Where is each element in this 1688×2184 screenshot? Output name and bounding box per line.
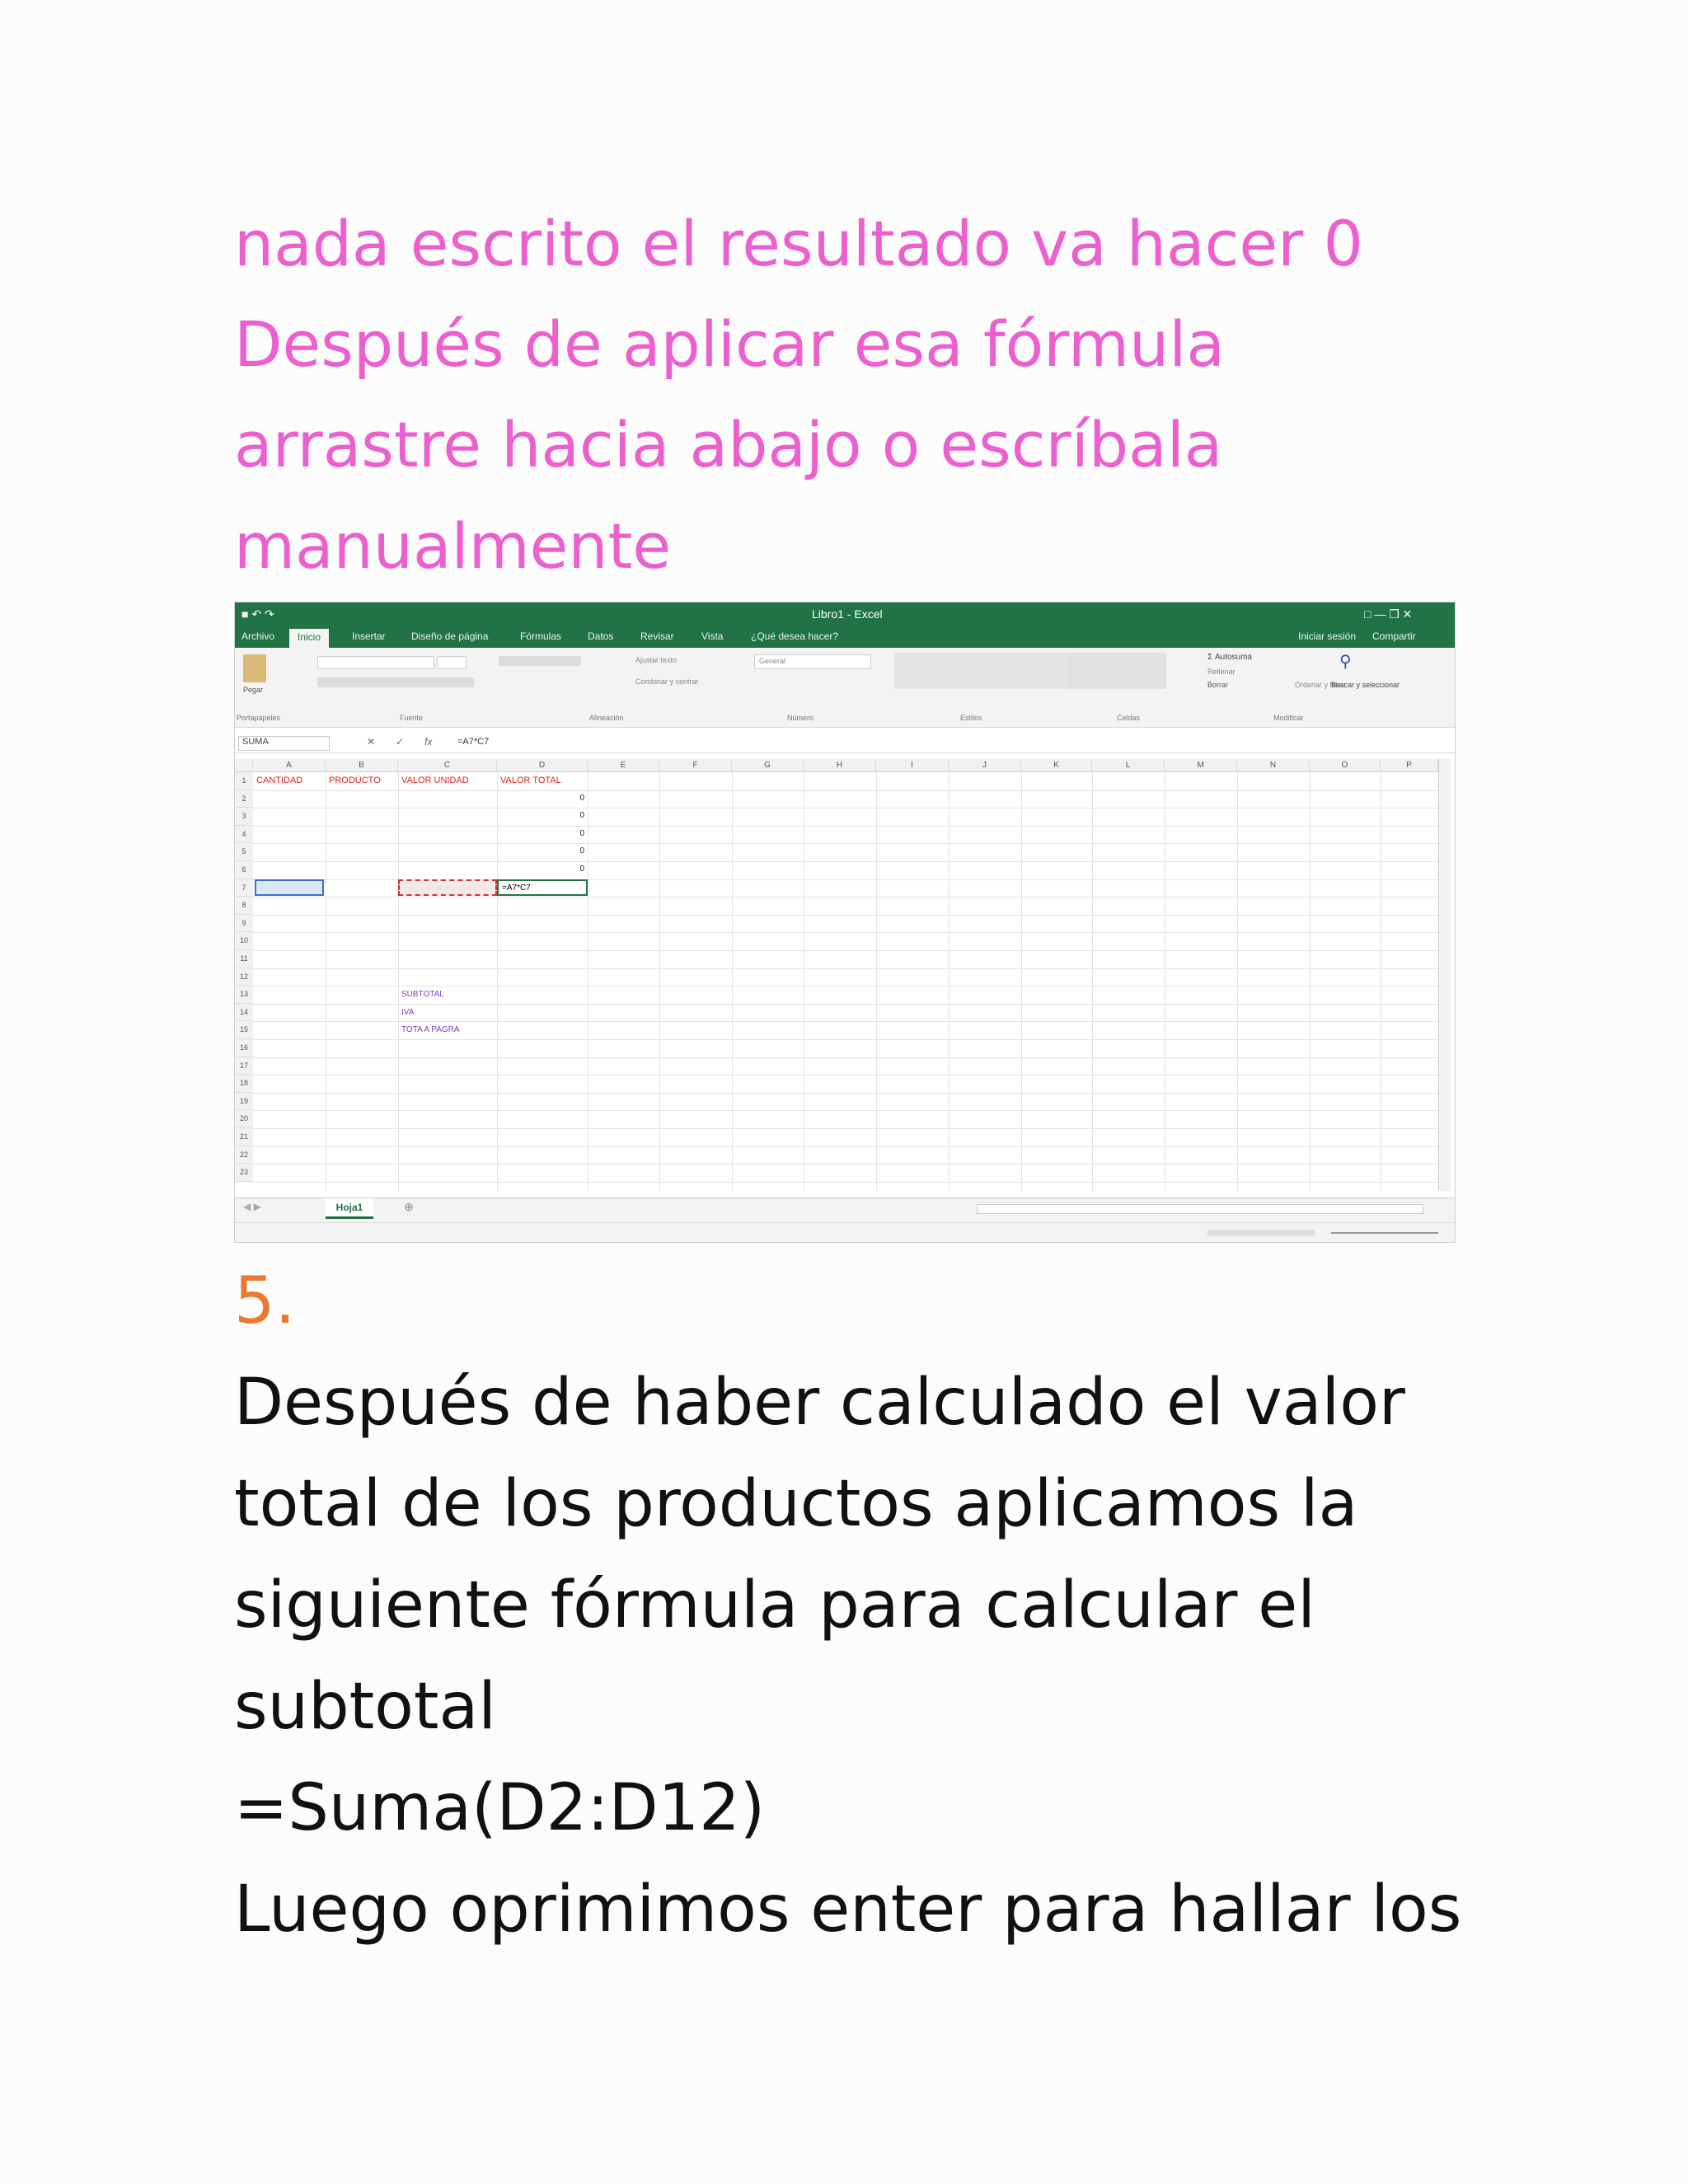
grid-line [253, 1182, 1438, 1183]
column-header[interactable]: H [804, 759, 876, 772]
row-header[interactable]: 8 [235, 897, 253, 915]
body-line-6: Luego oprimimos enter para hallar los [234, 1872, 1462, 1947]
tab-formulas[interactable]: Fórmulas [520, 630, 562, 642]
group-portapapeles: Portapapeles [237, 714, 281, 722]
row-header[interactable]: 16 [235, 1039, 253, 1057]
label-iva: IVA [401, 1007, 415, 1017]
column-header[interactable]: B [326, 759, 398, 772]
group-modificar: Modificar [1273, 714, 1304, 722]
total-cell: 0 [579, 846, 584, 856]
body-line-1: Después de haber calculado el valor [234, 1366, 1405, 1440]
status-bar [235, 1222, 1455, 1243]
row-header[interactable]: 5 [235, 843, 253, 861]
selected-cell-a7[interactable] [255, 879, 324, 896]
grid-line [253, 1075, 1438, 1076]
grid-line [253, 1164, 1438, 1165]
paste-button[interactable]: Pegar [243, 686, 264, 694]
column-header[interactable]: E [588, 759, 659, 772]
intro-line-2: Después de aplicar esa fórmula [234, 307, 1225, 381]
row-header[interactable]: 15 [235, 1021, 253, 1039]
grid-line [253, 1039, 1438, 1040]
tell-me-search[interactable]: ¿Qué desea hacer? [751, 630, 839, 642]
merge-center-button[interactable]: Combinar y centrar [635, 677, 699, 686]
intro-line-1: nada escrito el resultado va hacer 0 [234, 207, 1363, 280]
ribbon-tabs [235, 629, 1455, 649]
row-header[interactable]: 22 [235, 1146, 253, 1165]
intro-line-4: manualmente [234, 509, 672, 583]
grid-line [253, 1021, 1438, 1022]
grid-line [253, 1057, 1438, 1058]
vertical-scrollbar[interactable] [1438, 759, 1451, 1191]
row-header[interactable]: 9 [235, 915, 253, 933]
grid-line [253, 826, 1438, 827]
grid-line [253, 932, 1438, 933]
window-controls-icon: □ — ❐ ✕ [1364, 607, 1413, 621]
group-numero: Número [787, 714, 814, 722]
grid-line [253, 1093, 1438, 1094]
header-valor-unidad: VALOR UNIDAD [401, 776, 469, 785]
row-header[interactable]: 19 [235, 1093, 253, 1111]
row-header[interactable]: 17 [235, 1057, 253, 1076]
total-cell: 0 [579, 828, 584, 838]
formula-bar [235, 734, 1455, 753]
window-title: Libro1 - Excel [812, 607, 883, 621]
fill-button[interactable]: Rellenar [1207, 668, 1236, 676]
total-cell: 0 [579, 865, 584, 874]
grid-line [253, 986, 1438, 987]
group-estilos: Estilos [960, 714, 982, 722]
column-header[interactable]: O [1310, 759, 1381, 772]
add-sheet-icon[interactable]: ⊕ [404, 1200, 414, 1213]
grid-line [253, 1128, 1438, 1129]
tab-insertar[interactable]: Insertar [352, 630, 386, 642]
tab-datos[interactable]: Datos [588, 630, 614, 642]
label-total-pagar: TOTA A PAGRA [401, 1025, 460, 1035]
sort-filter-button[interactable]: Ordenar y filtrar [1295, 681, 1347, 689]
label-subtotal: SUBTOTAL [401, 990, 444, 1000]
grid-line [253, 1110, 1438, 1111]
group-celdas: Celdas [1117, 714, 1141, 722]
column-header[interactable]: J [949, 759, 1021, 772]
font-format-icons[interactable] [317, 677, 474, 687]
sheet-nav-icon[interactable]: ◀ ▶ [243, 1201, 261, 1212]
row-header[interactable]: 11 [235, 950, 253, 968]
sign-in-link[interactable]: Iniciar sesión [1298, 630, 1357, 642]
column-header[interactable]: I [876, 759, 949, 772]
row-header[interactable]: 14 [235, 1004, 253, 1022]
sheet-tab-hoja1[interactable]: Hoja1 [326, 1198, 373, 1219]
column-header[interactable]: L [1092, 759, 1165, 772]
share-button[interactable]: Compartir [1372, 630, 1416, 642]
row-header[interactable]: 2 [235, 790, 253, 808]
group-alineacion: Alineación [589, 714, 624, 722]
column-header[interactable]: D [497, 759, 588, 772]
row-header[interactable]: 20 [235, 1110, 253, 1128]
name-box[interactable]: SUMA [238, 736, 330, 751]
tab-inicio[interactable]: Inicio [289, 629, 329, 649]
zoom-slider[interactable] [1331, 1232, 1438, 1234]
font-name-field[interactable] [317, 656, 434, 669]
grid-line [253, 790, 1438, 791]
body-line-3: siguiente fórmula para calcular el [234, 1568, 1315, 1643]
column-header[interactable]: G [732, 759, 804, 772]
row-header[interactable]: 13 [235, 986, 253, 1004]
body-line-4: subtotal [234, 1670, 496, 1744]
row-header[interactable]: 4 [235, 826, 253, 844]
cells-icons[interactable] [1067, 653, 1166, 689]
header-cantidad: CANTIDAD [256, 776, 303, 785]
grid-line [253, 1146, 1438, 1147]
row-header[interactable]: 6 [235, 861, 253, 879]
sheet-tab-bar [235, 1197, 1455, 1223]
ribbon [235, 648, 1455, 728]
row-header[interactable]: 1 [235, 772, 253, 790]
formula-line: =Suma(D2:D12) [234, 1771, 766, 1845]
column-header[interactable]: M [1165, 759, 1237, 772]
row-header[interactable]: 7 [235, 879, 253, 898]
find-icon[interactable]: ⚲ [1339, 653, 1352, 671]
body-line-2: total de los productos aplicamos la [234, 1467, 1358, 1541]
align-icons[interactable] [499, 656, 581, 666]
tab-archivo[interactable]: Archivo [241, 630, 275, 642]
row-header[interactable]: 10 [235, 932, 253, 950]
fx-icon[interactable]: fx [424, 736, 433, 748]
total-cell: 0 [579, 811, 584, 821]
font-size-field[interactable] [437, 656, 467, 669]
grid-line [253, 861, 1438, 862]
tab-vista[interactable]: Vista [701, 630, 724, 642]
column-header[interactable]: C [398, 759, 497, 772]
grid-line [253, 950, 1438, 951]
horizontal-scrollbar[interactable] [977, 1204, 1423, 1214]
grid-line [253, 915, 1438, 916]
header-valor-total: VALOR TOTAL [500, 776, 561, 785]
wrap-text-button[interactable]: Ajustar texto [635, 656, 678, 664]
worksheet-grid[interactable] [235, 759, 1438, 1191]
select-all-corner[interactable] [235, 759, 253, 772]
active-cell-d7[interactable]: =A7*C7 [497, 879, 588, 896]
group-fuente: Fuente [400, 714, 424, 722]
number-format-value: General [759, 657, 786, 665]
column-header[interactable]: F [659, 759, 732, 772]
grid-line [253, 1004, 1438, 1005]
column-header[interactable]: P [1381, 759, 1438, 772]
tab-revisar[interactable]: Revisar [640, 630, 674, 642]
step-number: 5. [234, 1264, 296, 1338]
view-buttons[interactable] [1207, 1230, 1315, 1236]
row-header[interactable]: 23 [235, 1164, 253, 1182]
column-header[interactable]: K [1021, 759, 1092, 772]
excel-screenshot [234, 602, 1456, 1243]
referenced-cell-c7[interactable] [398, 879, 497, 896]
find-select-button[interactable]: Buscar y seleccionar [1331, 681, 1400, 689]
excel-title-bar [235, 602, 1455, 648]
autosum-button[interactable]: Σ Autosuma [1207, 653, 1252, 662]
grid-line [253, 843, 1438, 844]
paste-icon[interactable] [243, 654, 266, 682]
row-header[interactable]: 3 [235, 808, 253, 826]
intro-line-3: arrastre hacia abajo o escríbala [234, 408, 1223, 481]
column-header[interactable]: N [1237, 759, 1310, 772]
row-header[interactable]: 21 [235, 1128, 253, 1146]
row-header[interactable]: 12 [235, 968, 253, 987]
formula-input[interactable]: =A7*C7 [457, 737, 490, 747]
column-header[interactable]: A [253, 759, 326, 772]
grid-line [253, 897, 1438, 898]
cancel-icon[interactable]: ✕ [367, 736, 376, 748]
row-header[interactable]: 18 [235, 1075, 253, 1093]
enter-icon[interactable]: ✓ [396, 736, 405, 748]
grid-line [253, 968, 1438, 969]
header-producto: PRODUCTO [329, 776, 381, 785]
clear-button[interactable]: Borrar [1207, 681, 1229, 689]
total-cell: 0 [579, 793, 584, 803]
save-icon: ■ ↶ ↷ [241, 607, 274, 621]
tab-diseno[interactable]: Diseño de página [411, 630, 489, 642]
